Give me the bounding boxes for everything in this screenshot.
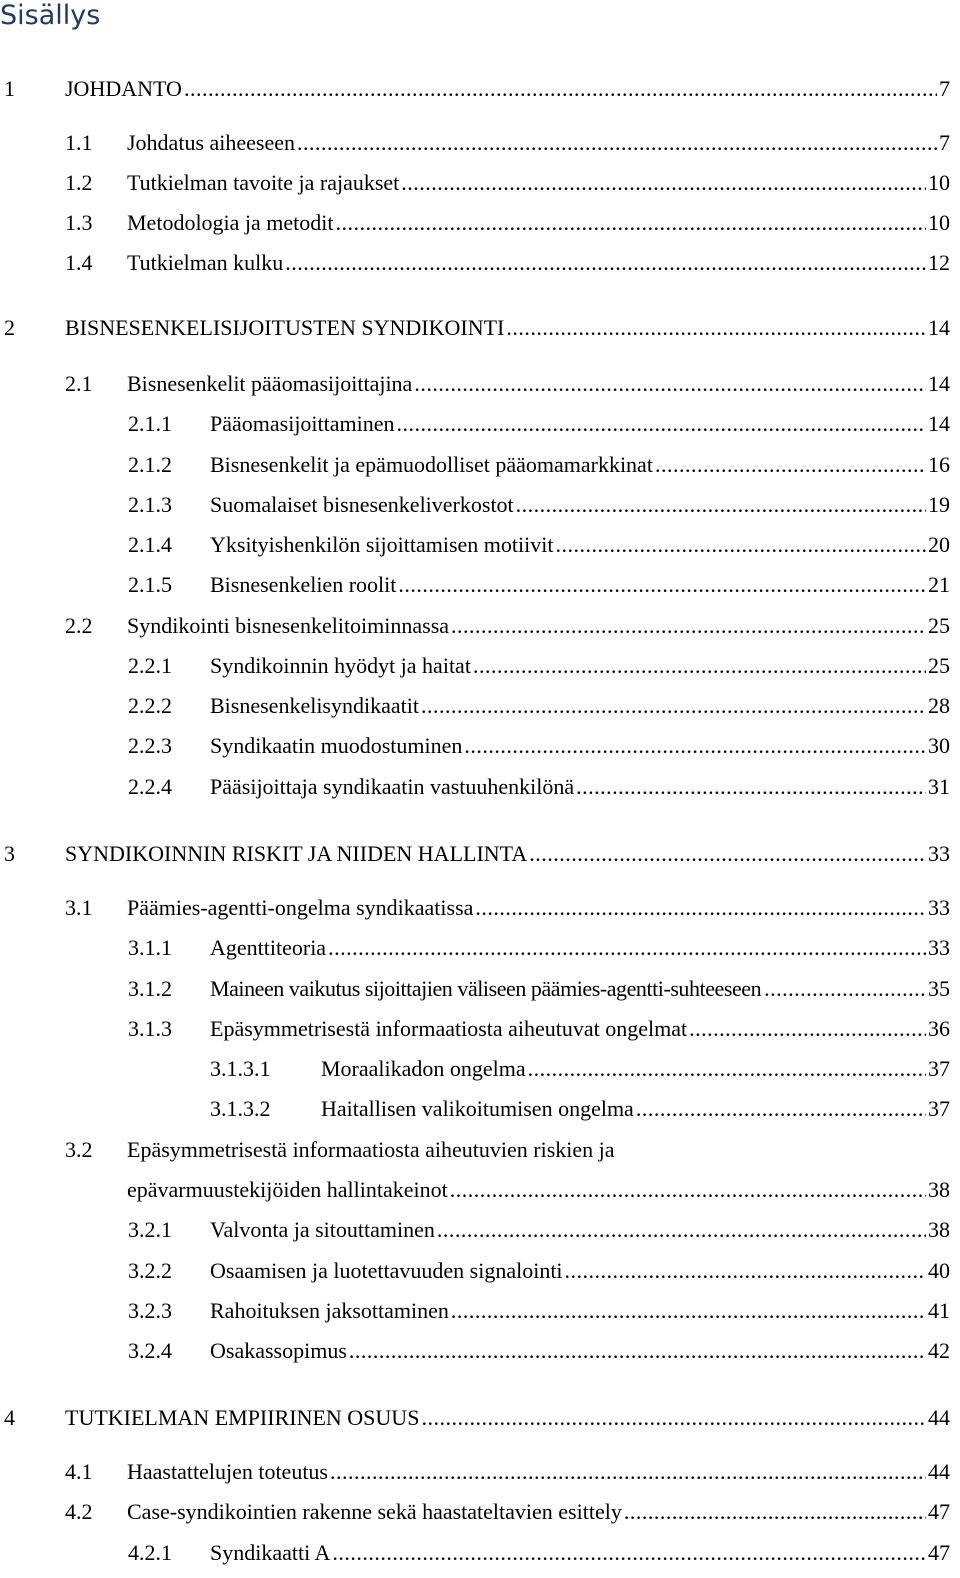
toc-entry-title: Valvonta ja sitouttaminen [210,1217,435,1242]
toc-leader-dots [397,409,926,439]
toc-entry-number: 2.1.4 [128,532,172,557]
toc-leader-dots [349,1336,926,1366]
toc-entry-page: 44 [928,1459,950,1484]
toc-leader-dots [636,1094,926,1124]
toc-entry-title: Tutkielman kulku [127,250,284,275]
page-title: Sisällys [0,0,101,31]
toc-entry-page: 41 [928,1298,950,1323]
toc-entry-page: 30 [928,733,950,758]
toc-entry-title: BISNESENKELISIJOITUSTEN SYNDIKOINTI [65,315,505,340]
toc-entry-number: 1.1 [65,130,93,155]
toc-entry-2-2-2[interactable] [128,691,950,721]
toc-entry-number: 3.1.3.2 [210,1096,271,1121]
toc-entry-title: Syndikaatti A [210,1540,331,1565]
toc-entry-title-continued: epävarmuustekijöiden hallintakeinot [127,1177,448,1202]
toc-entry-number: 2.2.3 [128,733,172,758]
toc-entry-number: 2.2.4 [128,774,172,799]
toc-entry-2-2-3[interactable] [128,731,950,761]
toc-leader-dots [421,1403,926,1433]
toc-leader-dots [184,74,937,104]
toc-leader-dots [437,1215,926,1245]
toc-entry-1-4[interactable] [65,248,950,278]
toc-leader-dots [464,731,926,761]
toc-entry-title: Syndikaatin muodostuminen [210,733,463,758]
toc-entry-page: 38 [928,1177,950,1202]
toc-entry-title: SYNDIKOINNIN RISKIT JA NIIDEN HALLINTA [65,841,528,866]
toc-entry-3-1[interactable] [65,893,950,923]
toc-entry-page: 12 [928,250,950,275]
toc-entry-number: 2.1.3 [128,492,172,517]
toc-entry-page: 14 [928,371,950,396]
toc-entry-page: 25 [928,653,950,678]
toc-entry-title: Bisnesenkelien roolit [210,572,397,597]
toc-entry-page: 38 [928,1217,950,1242]
toc-entry-number: 3.2 [65,1137,93,1162]
toc-entry-number: 4.1 [65,1459,93,1484]
toc-entry-page: 7 [939,130,950,155]
toc-entry-2-2-4[interactable] [128,772,950,802]
toc-leader-dots [624,1497,926,1527]
toc-entry-2-1-1[interactable] [128,409,950,439]
toc-entry-title: Agenttiteoria [210,935,327,960]
toc-entry-2-1-5[interactable] [128,570,950,600]
toc-leader-dots [576,772,926,802]
toc-entry-page: 16 [928,452,950,477]
toc-entry-2[interactable] [4,313,950,343]
toc-leader-dots [451,1296,926,1326]
toc-entry-number: 4.2.1 [128,1540,172,1565]
toc-entry-title: Epäsymmetrisestä informaatiosta aiheutuvien riskien ja [127,1137,615,1162]
toc-entry-number: 3.1.2 [128,976,172,1001]
toc-entry-number: 1 [4,76,15,101]
toc-entry-number: 2.1.5 [128,572,172,597]
toc-entry-page: 28 [928,693,950,718]
toc-entry-2-1-3[interactable] [128,490,950,520]
toc-entry-page: 19 [928,492,950,517]
toc-entry-4-1[interactable] [65,1457,950,1487]
toc-entry-number: 4.2 [65,1499,93,1524]
toc-entry-page: 37 [928,1096,950,1121]
toc-entry-title: Haastattelujen toteutus [127,1459,328,1484]
toc-entry-title: Tutkielman tavoite ja rajaukset [127,170,400,195]
toc-leader-dots [328,933,926,963]
toc-entry-title: Johdatus aiheeseen [127,130,295,155]
toc-leader-dots [529,839,926,869]
toc-entry-3-1-3-2[interactable] [210,1094,950,1124]
toc-entry-1[interactable] [4,74,950,104]
toc-leader-dots [451,611,926,641]
toc-entry-2-2-1[interactable] [128,651,950,681]
toc-entry-number: 3.1.3.1 [210,1056,271,1081]
toc-entry-number: 2.2.1 [128,653,172,678]
toc-leader-dots [330,1457,926,1487]
toc-entry-number: 1.4 [65,250,93,275]
toc-entry-page: 10 [928,170,950,195]
toc-entry-3-2-2[interactable] [128,1256,950,1286]
toc-entry-page: 44 [928,1405,950,1430]
toc-leader-dots [414,369,926,399]
toc-leader-dots [555,530,926,560]
toc-entry-number: 2.1.2 [128,452,172,477]
toc-entry-number: 3.2.2 [128,1258,172,1283]
toc-entry-title: Pääsijoittaja syndikaatin vastuuhenkilönä [210,774,575,799]
toc-entry-number: 1.2 [65,170,93,195]
toc-entry-page: 14 [928,315,950,340]
toc-entry-3-1-2[interactable] [128,974,950,1004]
toc-leader-dots [297,128,937,158]
toc-entry-number: 2.1 [65,371,93,396]
toc-entry-3-2-first-line[interactable] [65,1135,615,1165]
toc-entry-3[interactable] [4,839,950,869]
toc-entry-title: Pääomasijoittaminen [210,411,395,436]
toc-entry-3-1-1[interactable] [128,933,950,963]
toc-entry-3-2-3[interactable] [128,1296,950,1326]
toc-entry-page: 10 [928,210,950,235]
toc-entry-title: Haitallisen valikoitumisen ongelma [321,1096,634,1121]
toc-entry-title: Syndikoinnin hyödyt ja haitat [210,653,471,678]
toc-entry-title: JOHDANTO [65,76,182,101]
toc-leader-dots [475,893,926,923]
toc-entry-3-1-3-1[interactable] [210,1054,950,1084]
toc-entry-number: 3.2.1 [128,1217,172,1242]
toc-leader-dots [764,974,925,1004]
toc-leader-dots [516,490,926,520]
toc-entry-2-1[interactable] [65,369,950,399]
toc-entry-page: 42 [928,1338,950,1363]
toc-entry-3-2-1[interactable] [128,1215,950,1245]
toc-entry-1-1[interactable] [65,128,950,158]
toc-leader-dots [655,450,926,480]
toc-entry-number: 2.1.1 [128,411,172,436]
toc-entry-number: 3.2.4 [128,1338,172,1363]
toc-entry-number: 3.2.3 [128,1298,172,1323]
toc-entry-title: Suomalaiset bisnesenkeliverkostot [210,492,514,517]
toc-entry-title: Case-syndikointien rakenne sekä haastateltavien esittely [127,1499,622,1524]
toc-leader-dots [450,1175,926,1205]
toc-entry-page: 14 [928,411,950,436]
toc-entry-page: 33 [928,895,950,920]
toc-leader-dots [285,248,926,278]
toc-entry-4-2-1[interactable] [128,1538,950,1568]
toc-entry-title: Päämies-agentti-ongelma syndikaatissa [127,895,474,920]
toc-entry-number: 2 [4,315,15,340]
toc-entry-4-2[interactable] [65,1497,950,1527]
toc-entry-page: 33 [928,935,950,960]
toc-leader-dots [398,570,926,600]
toc-entry-number: 2.2.2 [128,693,172,718]
toc-leader-dots [506,313,926,343]
toc-entry-title: Bisnesenkelit pääomasijoittajina [127,371,413,396]
toc-entry-page: 31 [928,774,950,799]
toc-leader-dots [473,651,926,681]
toc-entry-page: 21 [928,572,950,597]
toc-entry-page: 47 [928,1540,950,1565]
toc-entry-2-1-2[interactable] [128,450,950,480]
toc-entry-number: 4 [4,1405,15,1430]
toc-entry-page: 33 [928,841,950,866]
toc-entry-number: 1.3 [65,210,93,235]
toc-leader-dots [528,1054,926,1084]
toc-entry-title: Yksityishenkilön sijoittamisen motiivit [210,532,554,557]
toc-entry-title: Rahoituksen jaksottaminen [210,1298,449,1323]
toc-entry-title: Syndikointi bisnesenkelitoiminnassa [127,613,450,638]
toc-entry-title: Osakassopimus [210,1338,347,1363]
toc-entry-2-1-4[interactable] [128,530,950,560]
toc-entry-number: 3 [4,841,15,866]
toc-entry-title: Maineen vaikutus sijoittajien väliseen päämies-agentti-suhteeseen [210,976,762,1001]
toc-entry-title: Moraalikadon ongelma [321,1056,526,1081]
toc-leader-dots [421,691,926,721]
toc-entry-page: 37 [928,1056,950,1081]
toc-entry-title: Osaamisen ja luotettavuuden signalointi [210,1258,563,1283]
toc-entry-1-3[interactable] [65,208,950,238]
toc-entry-title: Bisnesenkelisyndikaatit [210,693,419,718]
toc-leader-dots [332,1538,926,1568]
toc-leader-dots [401,168,926,198]
toc-entry-4[interactable] [4,1403,950,1433]
toc-entry-3-1-3[interactable] [128,1014,950,1044]
toc-entry-number: 3.1.3 [128,1016,172,1041]
toc-leader-dots [336,208,926,238]
toc-leader-dots [689,1014,926,1044]
toc-entry-2-2[interactable] [65,611,950,641]
toc-entry-3-2-4[interactable] [128,1336,950,1366]
toc-entry-number: 3.1.1 [128,935,172,960]
toc-entry-3-2[interactable] [127,1175,950,1205]
toc-entry-title: Metodologia ja metodit [127,210,334,235]
toc-entry-title: Bisnesenkelit ja epämuodolliset pääomamarkkinat [210,452,653,477]
toc-entry-title: TUTKIELMAN EMPIIRINEN OSUUS [65,1405,420,1430]
toc-entry-page: 7 [939,76,950,101]
toc-entry-page: 20 [928,532,950,557]
toc-entry-page: 36 [928,1016,950,1041]
toc-entry-number: 3.1 [65,895,93,920]
toc-leader-dots [565,1256,926,1286]
toc-entry-page: 47 [928,1499,950,1524]
toc-entry-title: Epäsymmetrisestä informaatiosta aiheutuvat ongelmat [210,1016,688,1041]
toc-entry-1-2[interactable] [65,168,950,198]
toc-entry-number: 2.2 [65,613,93,638]
toc-entry-page: 35 [928,976,950,1001]
toc-entry-page: 25 [928,613,950,638]
toc-entry-page: 40 [928,1258,950,1283]
